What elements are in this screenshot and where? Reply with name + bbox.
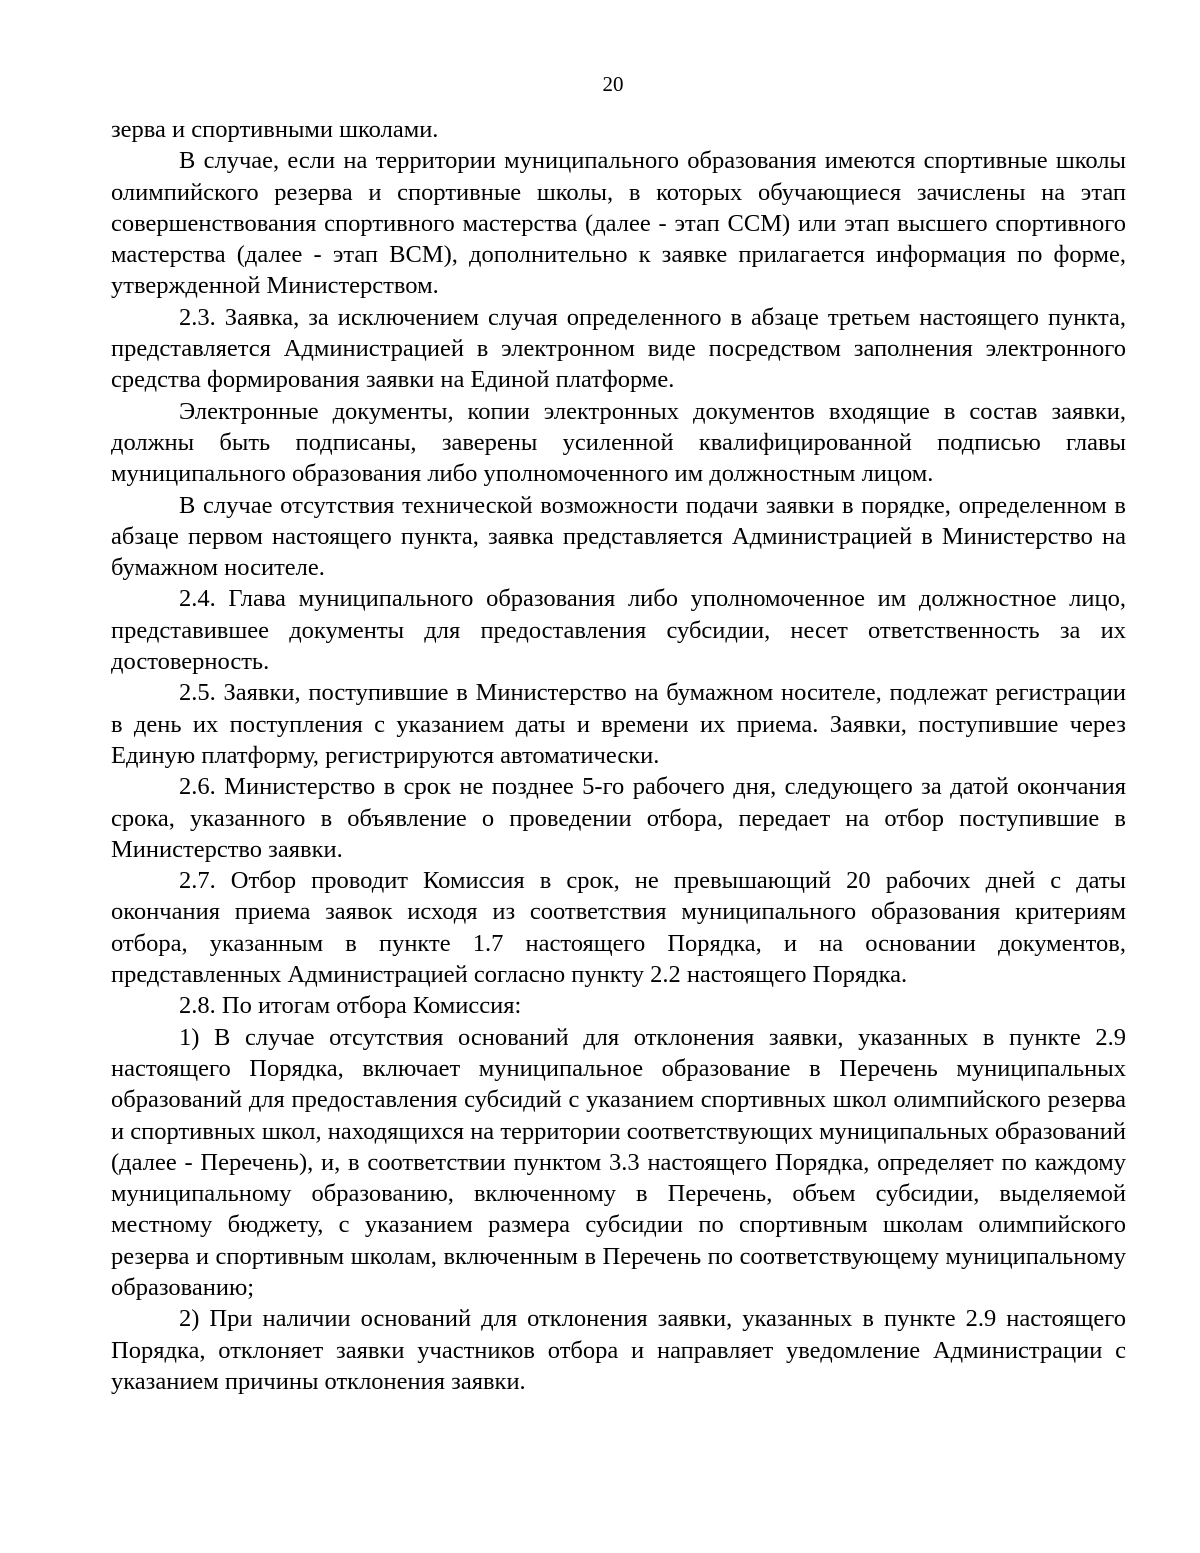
paragraph-2-8-item-1: 1) В случае отсутствия оснований для отклонения заявки, указанных в пункте 2.9 настоящего Порядка, включает муниципальное образование в Перечень муниципальных образований для предоставления субсидий с указанием спортивных школ олимпийского резерва и спортивных школ, находящихся на территории соответствующих муниципальных образований (далее - Перечень), и, в соответствии пунктом 3.3 настоящего Порядка, определяет по каждому муниципальному образованию, включенному в Перечень, объем субсидии, выделяемой местному бюджету, с указанием размера субсидии по спортивным школам олимпийского резерва и спортивным школам, включенным в Перечень по соответствующему муниципальному образованию; xyxy=(111,1023,1126,1301)
paragraph-2-6: 2.6. Министерство в срок не позднее 5-го рабочего дня, следующего за датой окончания срока, указанного в объявление о проведении отбора, передает на отбор поступившие в Министерство заявки. xyxy=(111,773,1126,863)
paragraph-ssm-vsm-info: В случае, если на территории муниципального образования имеются спортивные школы олимпийского резерва и спортивные школы, в которых обучающиеся зачислены на этап совершенствования спортивного мастерства (далее - этап ССМ) или этап высшего спортивного мастерства (далее - этап ВСМ), дополнительно к заявке прилагается информация по форме, утвержденной Министерством. xyxy=(111,147,1126,300)
paragraph-2-7: 2.7. Отбор проводит Комиссия в срок, не превышающий 20 рабочих дней с даты окончания приема заявок исходя из соответствия муниципального образования критериям отбора, указанным в пункте 1.7 настоящего Порядка, и на основании документов, представленных Администрацией согласно пункту 2.2 настоящего Порядка. xyxy=(111,867,1126,989)
paragraph-2-8: 2.8. По итогам отбора Комиссия: xyxy=(179,992,522,1020)
paragraph-continuation: зерва и спортивными школами. xyxy=(111,116,439,143)
paragraph-electronic-documents: Электронные документы, копии электронных документов входящие в состав заявки, должны быть подписаны, заверены усиленной квалифицированной подписью главы муниципального образования либо уполномоченного им должностным лицом. xyxy=(111,397,1126,488)
paragraph-paper-submission: В случае отсутствия технической возможности подачи заявки в порядке, определенном в абзаце первом настоящего пункта, заявка представляется Администрацией в Министерство на бумажном носителе. xyxy=(111,491,1126,582)
paragraph-2-3: 2.3. Заявка, за исключением случая определенного в абзаце третьем настоящего пункта, представляется Администрацией в электронном виде посредством заполнения электронного средства формирования заявки на Единой платформе. xyxy=(111,303,1126,394)
paragraph-2-5: 2.5. Заявки, поступившие в Министерство на бумажном носителе, подлежат регистрации в день их поступления с указанием даты и времени их приема. Заявки, поступившие через Единую платформу, регистрируются автоматически. xyxy=(111,679,1126,769)
page-number: 20 xyxy=(602,72,624,96)
paragraph-2-4: 2.4. Глава муниципального образования либо уполномоченное им должностное лицо, представившее документы для предоставления субсидии, несет ответственность за их достоверность. xyxy=(111,585,1126,676)
document-body xyxy=(111,114,1126,1397)
paragraph-2-8-item-2: 2) При наличии оснований для отклонения заявки, указанных в пункте 2.9 настоящего Порядка, отклоняет заявки участников отбора и направляет уведомление Администрации с указанием причины отклонения заявки. xyxy=(111,1305,1126,1395)
